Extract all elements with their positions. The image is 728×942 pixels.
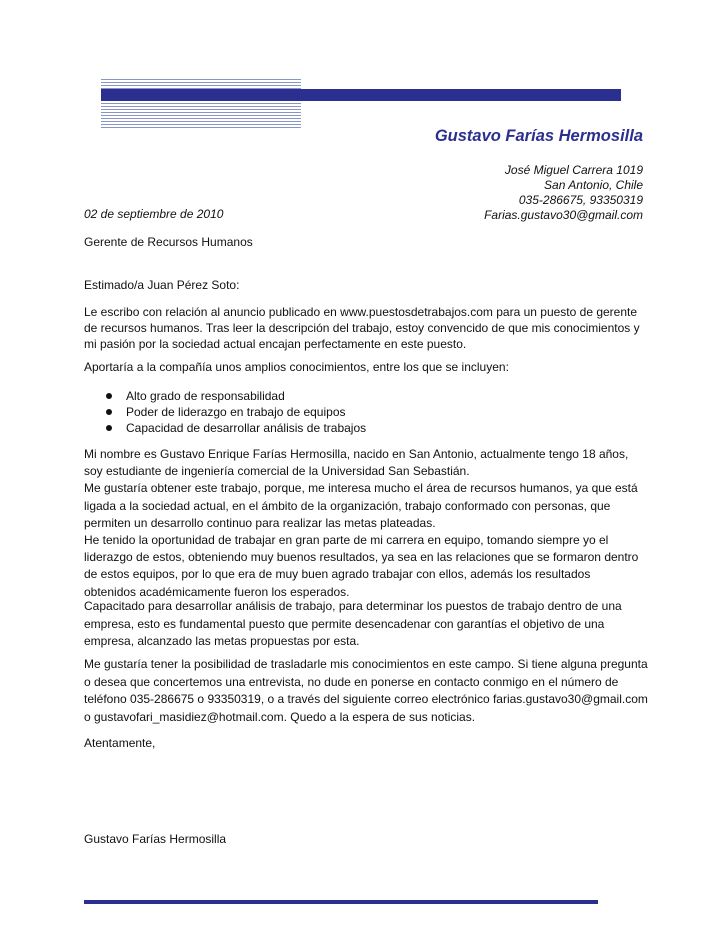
- address-street: José Miguel Carrera 1019: [504, 163, 643, 177]
- stripe-line: [101, 109, 301, 110]
- list-item: [84, 404, 366, 420]
- address-city: San Antonio, Chile: [544, 178, 643, 192]
- bullet-icon: [106, 409, 112, 415]
- header-stripes-decoration: [101, 79, 301, 131]
- paragraph-3: [84, 598, 649, 651]
- list-item-text: Alto grado de responsabilidad: [126, 389, 285, 403]
- list-item-text: Poder de liderazgo en trabajo de equipos: [126, 405, 346, 419]
- stripe-line: [101, 85, 301, 86]
- paragraph-line: soy estudiante de ingeniería comercial de la Universidad San Sebastián.: [84, 464, 470, 479]
- header-accent-bar: [101, 89, 621, 101]
- stripe-line: [101, 121, 301, 122]
- paragraph-line: de estos equipos, por lo que era de muy buen agrado trabajar con ellos, además los resultados: [84, 567, 591, 582]
- paragraph-line: o desea que concertemos una entrevista, no dude en ponerse en contacto conmigo en el número de: [84, 674, 619, 689]
- bullet-icon: [106, 393, 112, 399]
- address-email: Farias.gustavo30@gmail.com: [484, 208, 643, 222]
- paragraph-line: Me gustaría obtener este trabajo, porque, me interesa mucho el área de recursos humanos, ya que está: [84, 481, 638, 496]
- recipient-line: Gerente de Recursos Humanos: [84, 235, 253, 249]
- paragraph-1: [84, 304, 649, 352]
- list-item: [84, 420, 366, 436]
- paragraph-line: Mi nombre es Gustavo Enrique Farías Hermosilla, nacido en San Antonio, actualmente tengo 18 años,: [84, 447, 629, 461]
- stripe-line: [101, 106, 301, 107]
- paragraph-line: He tenido la oportunidad de trabajar en gran parte de mi carrera en equipo, tomando siempre yo el: [84, 533, 609, 548]
- paragraph-4: [84, 656, 649, 726]
- sender-name-heading: Gustavo Farías Hermosilla: [434, 127, 643, 145]
- paragraph-line: empresa, esto es fundamental puesto que permite desencadenar con garantías el objetivo de una: [84, 616, 605, 631]
- paragraph-line: teléfono 035-286675 o 93350319, o a través del siguiente correo electrónico farias.gustavo30@gmail.com: [84, 692, 648, 706]
- paragraph-line: ligada a la sociedad actual, en el ámbito de la organización, trabajo conformado con personas, que: [84, 498, 611, 513]
- stripe-line: [101, 79, 301, 80]
- stripe-line: [101, 112, 301, 113]
- paragraph-line: liderazgo de estos, obteniendo muy buenos resultados, ya sea en las relaciones que se formaron dentro: [84, 550, 639, 565]
- closing: Atentamente,: [84, 736, 156, 750]
- address-phone: 035-286675, 93350319: [518, 193, 643, 207]
- footer-accent-bar: [84, 900, 598, 904]
- sender-address-block: [484, 163, 643, 223]
- salutation: Estimado/a Juan Pérez Soto:: [84, 278, 240, 292]
- stripe-line: [101, 127, 301, 128]
- stripe-line: [101, 124, 301, 125]
- bullet-icon: [106, 425, 112, 431]
- skills-list: [84, 388, 366, 436]
- paragraph-line: obtenidos académicamente fueron los esperados.: [84, 584, 350, 599]
- signature-name: Gustavo Farías Hermosilla: [84, 832, 227, 846]
- paragraph-line: permiten un desarrollo continuo para realizar las metas plateadas.: [84, 515, 436, 530]
- paragraph-line: empresa, alcanzado las metas propuestas por esta.: [84, 634, 360, 648]
- list-item-text: Capacidad de desarrollar análisis de trabajos: [126, 421, 367, 435]
- list-intro: Aportaría a la compañía unos amplios conocimientos, entre los que se incluyen:: [84, 360, 509, 374]
- paragraph-line: o gustavofari_masidiez@hotmail.com. Quedo a la espera de sus noticias.: [84, 709, 476, 724]
- stripe-line: [101, 115, 301, 116]
- paragraph-line: de recursos humanos. Tras leer la descripción del trabajo, estoy convencido de que mis conocimientos y: [84, 321, 640, 335]
- stripe-line: [101, 118, 301, 119]
- paragraph-line: Capacitado para desarrollar análisis de trabajo, para determinar los puestos de trabajo dentro de una: [84, 599, 622, 613]
- paragraph-line: mi pasión por la sociedad actual encajan perfectamente en este puesto.: [84, 337, 467, 351]
- paragraph-line: Me gustaría tener la posibilidad de trasladarle mis conocimientos en este campo. Si tiene alguna pregunta: [84, 657, 648, 671]
- letter-date: 02 de septiembre de 2010: [84, 207, 224, 221]
- paragraph-2: [84, 446, 649, 601]
- list-item: [84, 388, 366, 404]
- stripe-line: [101, 103, 301, 104]
- paragraph-line: Le escribo con relación al anuncio publicado en www.puestosdetrabajos.com para un puesto de gerente: [84, 305, 638, 319]
- stripe-line: [101, 82, 301, 83]
